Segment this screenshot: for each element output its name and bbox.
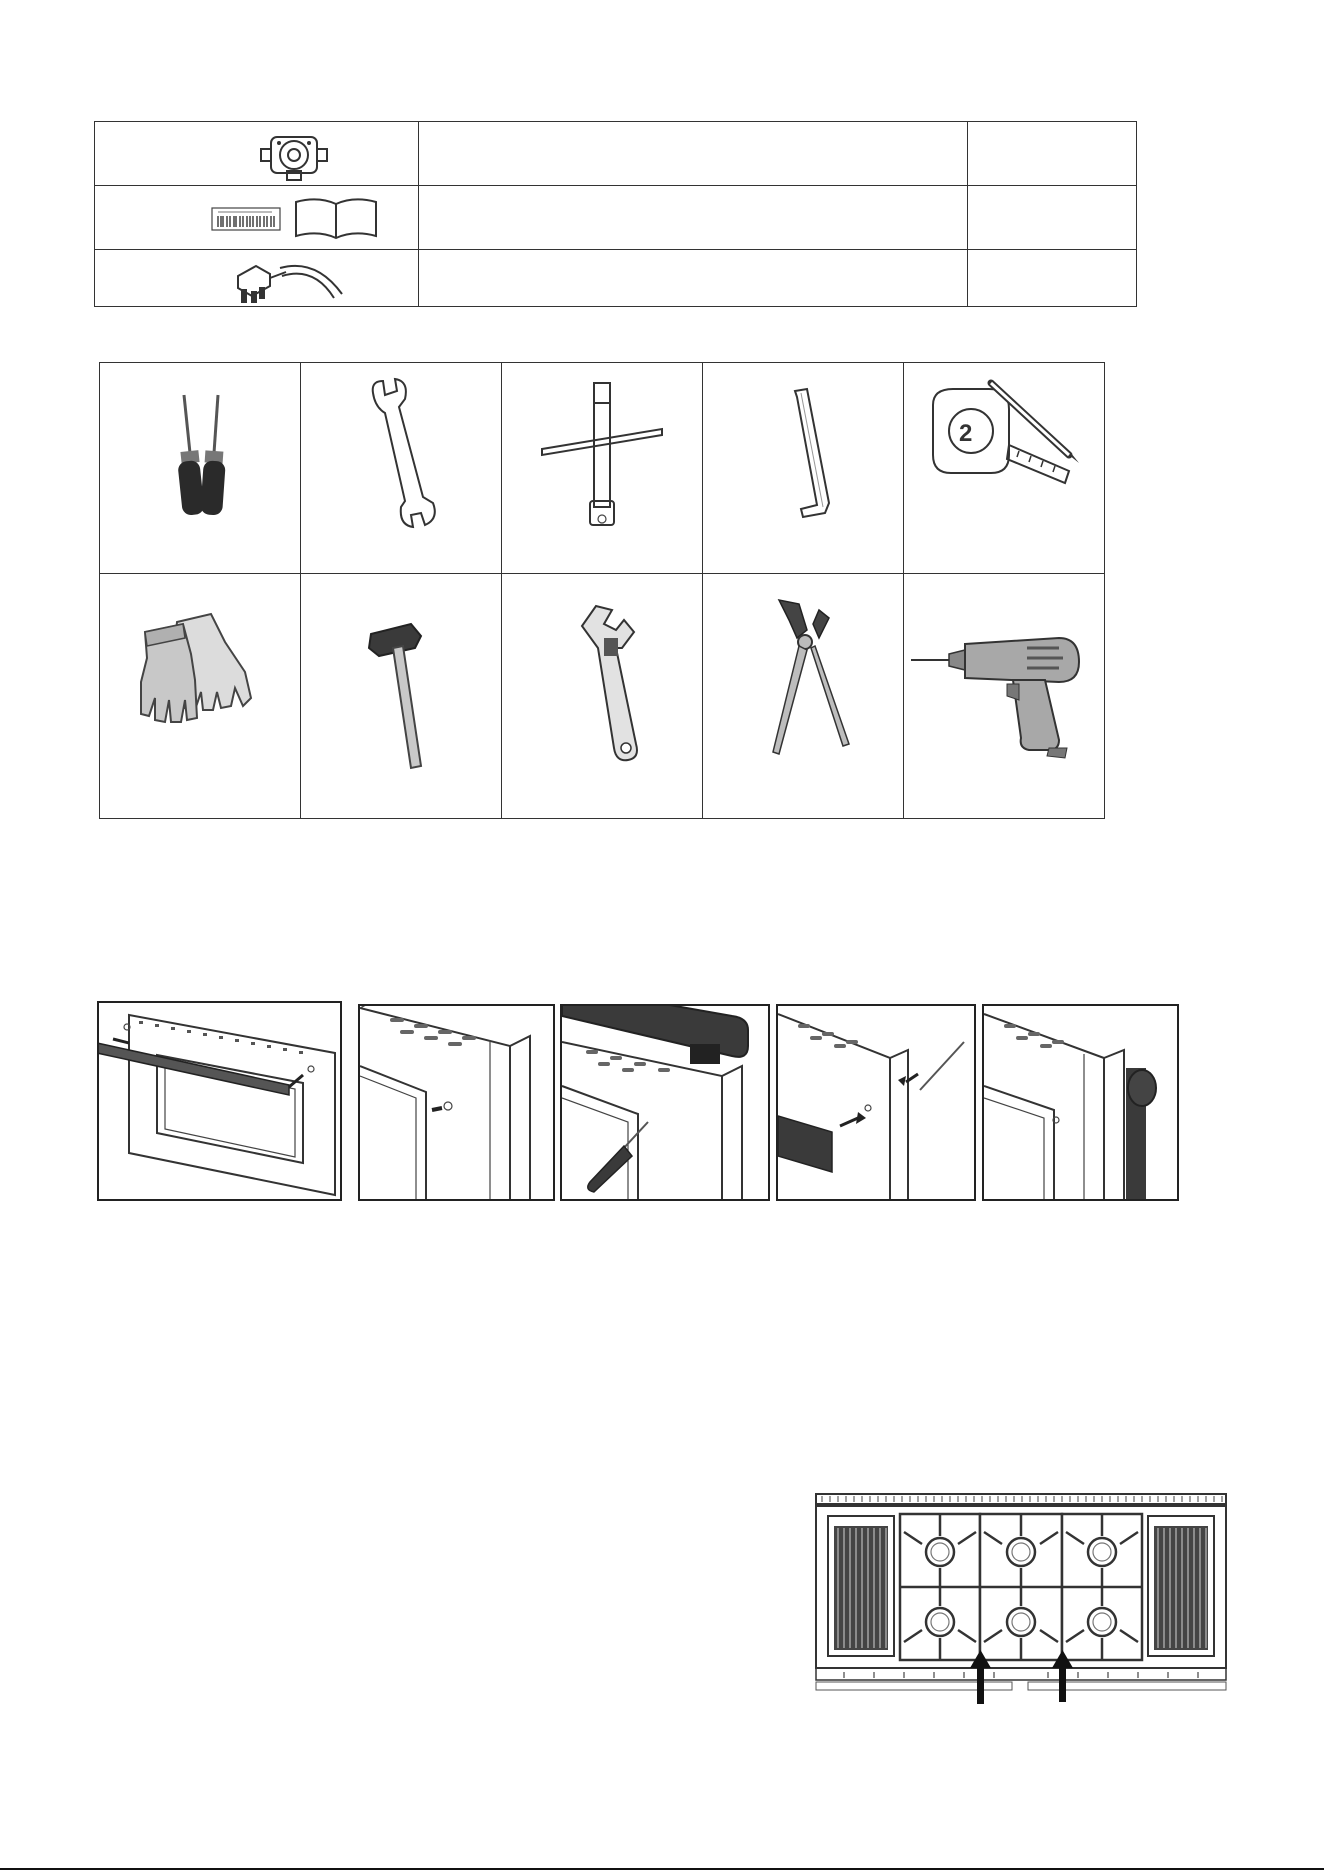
gas-regulator-icon <box>259 127 329 182</box>
tool-cell <box>301 363 502 574</box>
accessory-image-cell <box>95 186 419 249</box>
tool-cell <box>100 363 301 574</box>
accessory-quantity-cell <box>968 249 1137 306</box>
door-screw-removal-icon <box>360 1006 553 1199</box>
accessory-row <box>95 249 1137 306</box>
power-cord-plug-icon <box>230 254 350 304</box>
handle-step-panel <box>560 1004 770 1201</box>
accessory-image-cell <box>95 122 419 186</box>
tool-cell <box>703 363 904 574</box>
accessory-image-cell <box>95 249 419 306</box>
socket-wrench-icon <box>532 381 672 531</box>
hex-key-icon <box>743 385 863 535</box>
tool-cell <box>904 363 1105 574</box>
cooktop-diagram <box>814 1492 1228 1706</box>
accessory-quantity-cell <box>968 122 1137 186</box>
accessories-table <box>94 121 1137 307</box>
handle-installed-step-icon <box>984 1006 1177 1199</box>
open-end-wrench-icon <box>341 379 461 529</box>
tool-cell <box>703 574 904 819</box>
pliers-icon <box>743 596 863 756</box>
work-gloves-icon <box>125 602 275 732</box>
handle-step-panel <box>358 1004 555 1201</box>
handle-screwdriver-step-icon <box>562 1006 768 1199</box>
tool-cell <box>502 363 703 574</box>
handle-step-panel <box>776 1004 976 1201</box>
tool-cell <box>904 574 1105 819</box>
tool-cell <box>100 574 301 819</box>
tool-cell <box>502 574 703 819</box>
tape-measure-and-pencil-icon <box>919 375 1089 515</box>
handle-step-panel <box>982 1004 1179 1201</box>
accessory-description-cell <box>419 186 968 249</box>
barcode-label-and-manual-icon <box>210 194 380 240</box>
tool-cell <box>301 574 502 819</box>
adjustable-wrench-icon <box>542 602 662 762</box>
accessory-row <box>95 186 1137 249</box>
accessory-quantity-cell <box>968 186 1137 249</box>
accessory-row <box>95 122 1137 186</box>
oven-door-handle-overview-icon <box>99 1003 340 1199</box>
range-cooktop-top-view-icon <box>814 1492 1228 1706</box>
power-drill-icon <box>909 630 1099 760</box>
accessory-description-cell <box>419 249 968 306</box>
handle-step-panel <box>97 1001 342 1201</box>
svg-text:2: 2 <box>959 420 973 447</box>
accessory-description-cell <box>419 122 968 186</box>
tools-grid <box>99 362 1105 819</box>
footer-rule <box>0 1868 1324 1870</box>
hammer-icon <box>341 616 461 766</box>
handle-insert-step-icon <box>778 1006 974 1199</box>
screwdrivers-icon <box>140 391 260 531</box>
